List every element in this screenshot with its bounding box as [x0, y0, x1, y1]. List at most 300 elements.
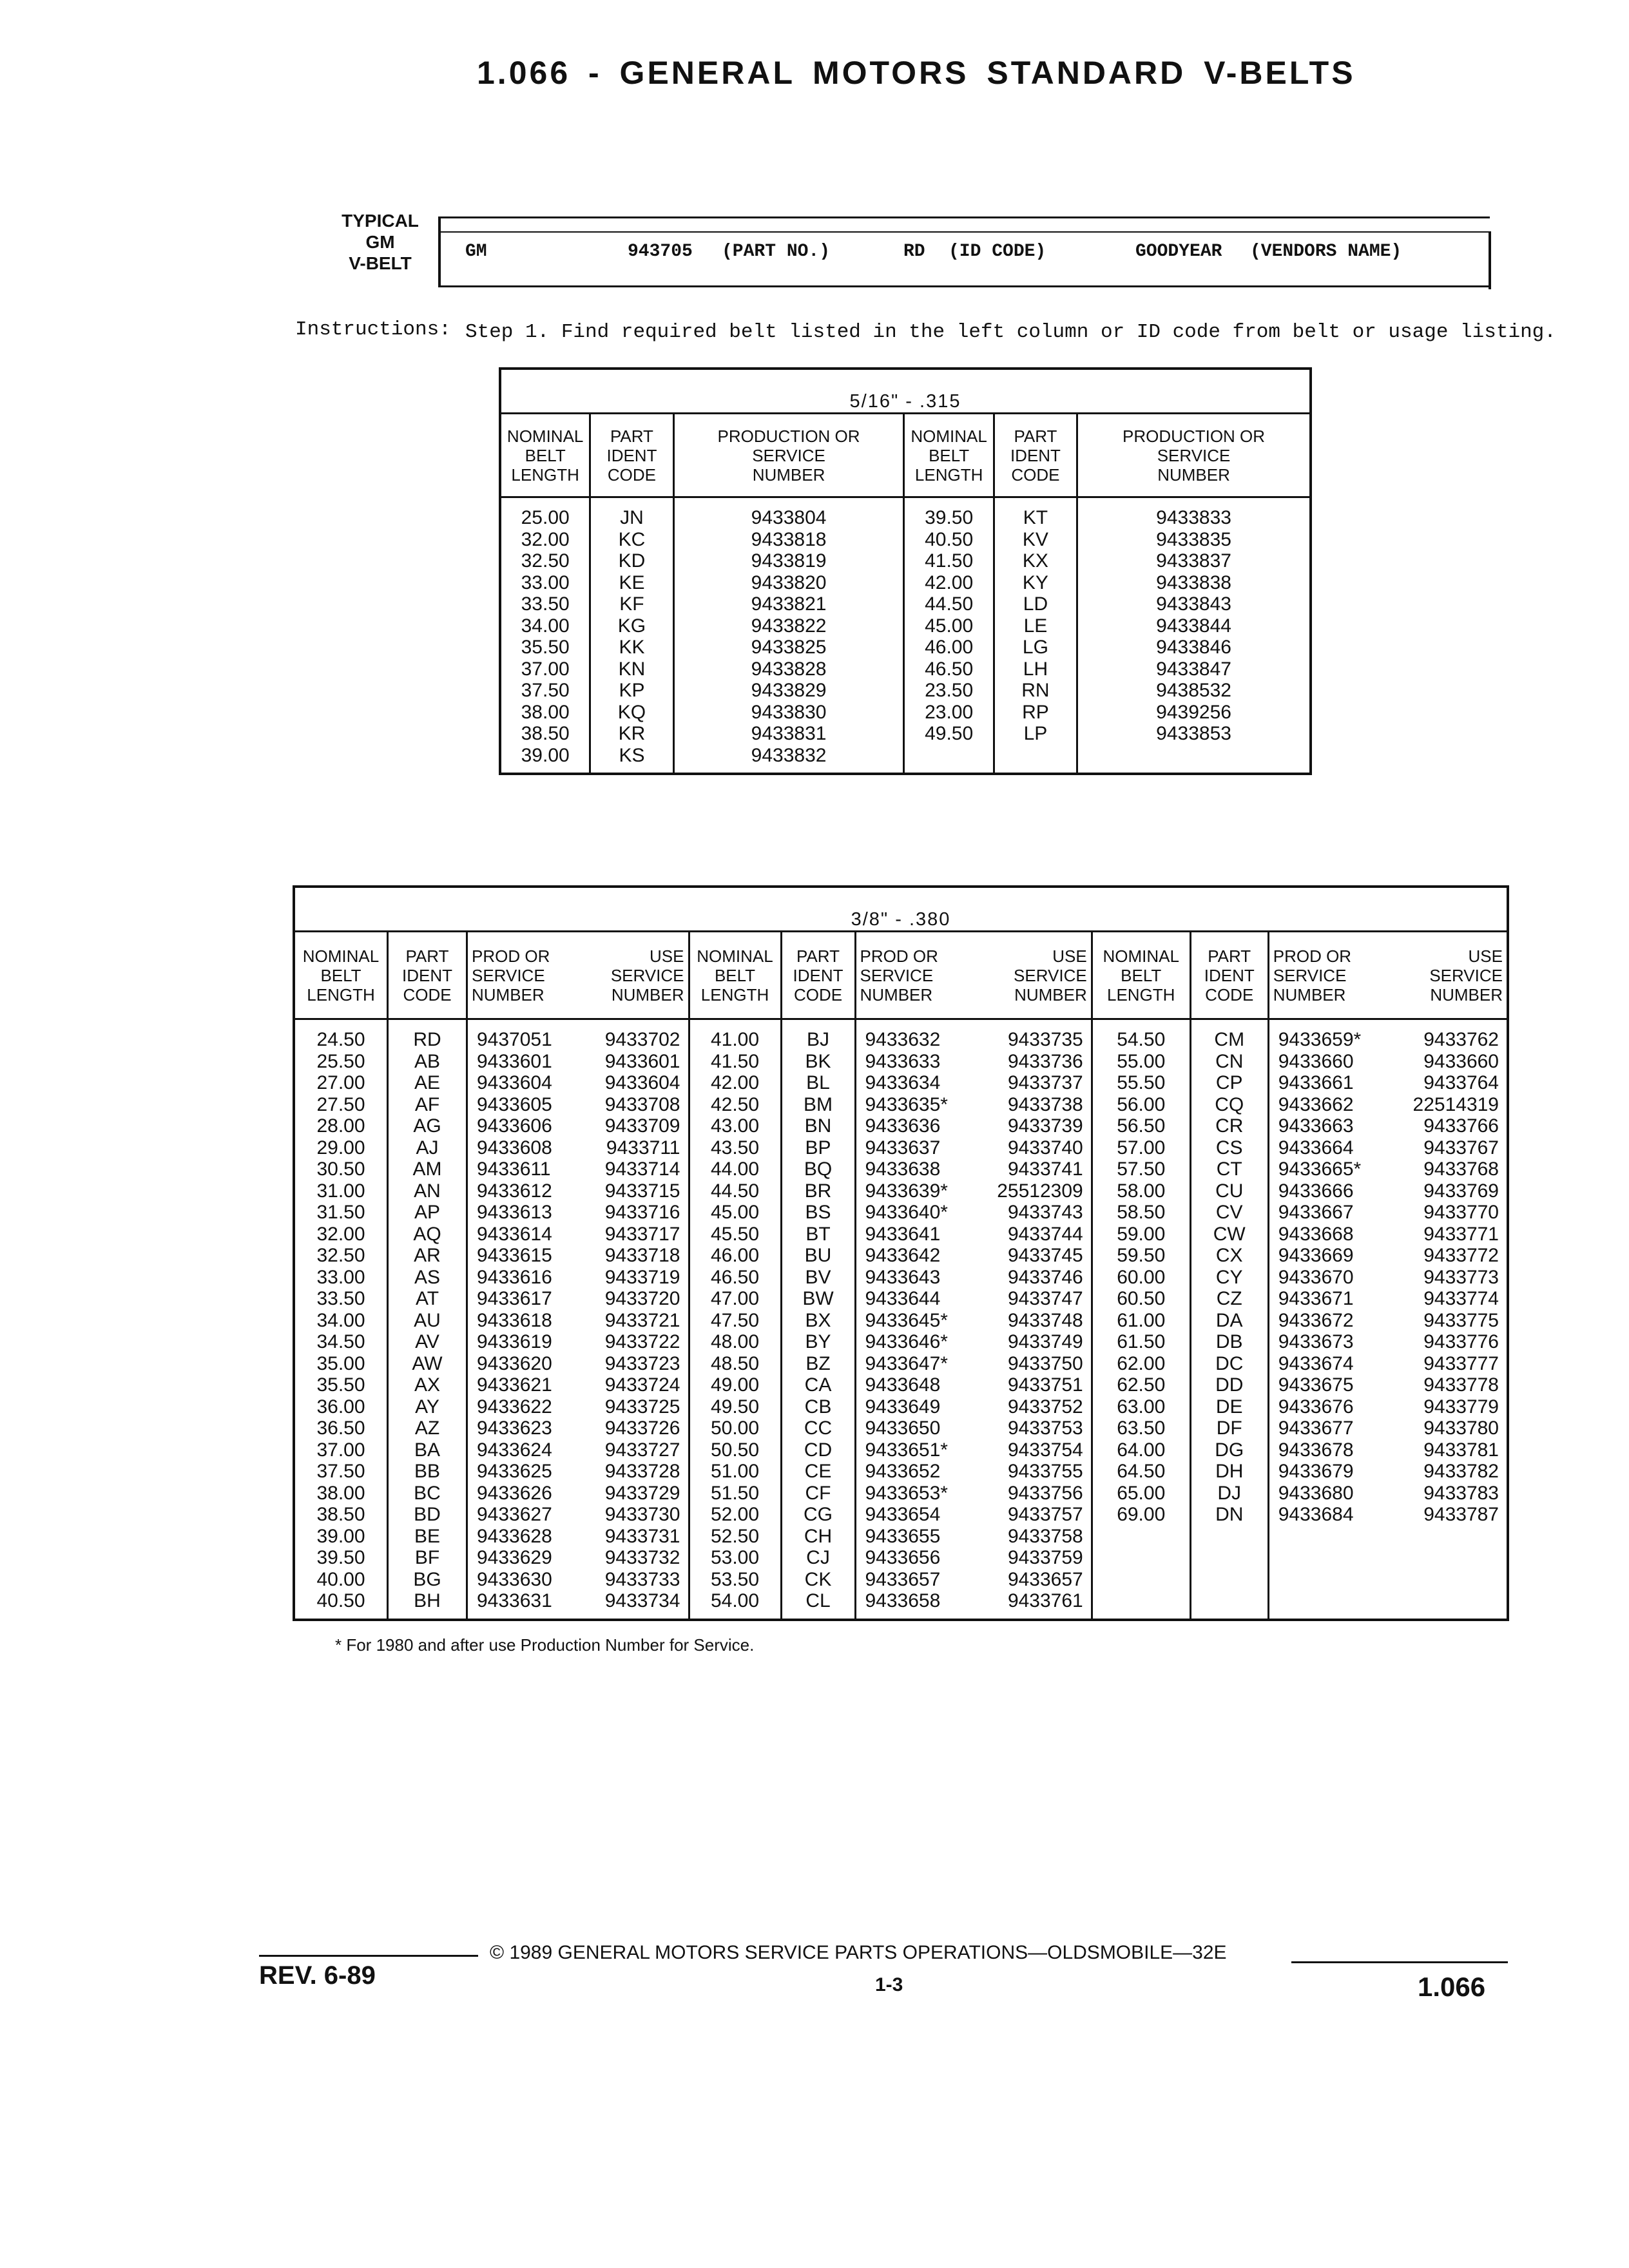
use-service-number: 9433754 — [1007, 1439, 1083, 1461]
prod-number: 9433684 — [1278, 1504, 1354, 1525]
table-row — [856, 1353, 1091, 1375]
prod-number: 9433639* — [865, 1180, 948, 1202]
prod-number: 9433629 — [477, 1547, 552, 1568]
table-cell: CK — [804, 1568, 832, 1590]
table-cell: LE — [1023, 615, 1048, 637]
use-service-number: 9433779 — [1423, 1396, 1499, 1418]
table-cell: 41.50 — [925, 550, 974, 572]
table-cell: AE — [414, 1072, 441, 1093]
use-service-number: 9433660 — [1423, 1050, 1499, 1072]
use-service-number: 9433777 — [1423, 1352, 1499, 1374]
table-cell: 40.00 — [316, 1568, 365, 1590]
use-service-number: 9433731 — [604, 1525, 680, 1547]
table-row — [856, 1137, 1091, 1159]
table-row — [856, 1590, 1091, 1612]
table-row — [468, 1072, 688, 1094]
table-cell: 53.00 — [710, 1547, 760, 1568]
table-cell: KP — [619, 680, 645, 701]
use-service-number: 9433751 — [1007, 1374, 1083, 1396]
table-row — [468, 1115, 688, 1137]
table-cell: AX — [414, 1374, 441, 1396]
prod-number: 9433656 — [865, 1547, 941, 1568]
table-row — [1269, 1094, 1507, 1116]
table-cell: 39.50 — [925, 507, 974, 528]
table-cell: 37.50 — [521, 680, 570, 701]
use-service-number: 9433716 — [604, 1202, 680, 1223]
table-cell: CN — [1215, 1050, 1244, 1072]
prod-number: 9433662 — [1278, 1093, 1354, 1115]
prod-number: 9433636 — [865, 1115, 941, 1137]
table-cell: 62.50 — [1117, 1374, 1166, 1396]
table-cell: 40.50 — [925, 528, 974, 550]
table-row — [468, 1483, 688, 1504]
table-cell: RN — [1021, 680, 1050, 701]
table-cell: 47.50 — [710, 1309, 760, 1331]
table-cell: 9433844 — [1156, 615, 1231, 637]
table-row — [856, 1374, 1091, 1396]
use-service-number: 9433734 — [604, 1590, 680, 1611]
t516-col2-code — [994, 497, 1077, 774]
table-cell: 27.50 — [316, 1093, 365, 1115]
table-cell: CS — [1215, 1137, 1243, 1158]
t38-g3-code — [1190, 1019, 1268, 1620]
table-row — [1269, 1158, 1507, 1180]
use-service-number: 9433721 — [604, 1309, 680, 1331]
use-service-number: 9433727 — [604, 1439, 680, 1461]
table-row — [856, 1029, 1091, 1051]
table-cell: 9433843 — [1156, 593, 1231, 615]
prod-number: 9433642 — [865, 1245, 941, 1266]
use-service-number: 9433714 — [604, 1158, 680, 1180]
t38-g2-code — [781, 1019, 855, 1620]
use-service-number: 9433726 — [604, 1418, 680, 1439]
table-row — [1269, 1439, 1507, 1461]
table-row — [468, 1353, 688, 1375]
table-cell: 39.50 — [316, 1547, 365, 1568]
t516-col1-code — [590, 497, 673, 774]
table-cell: KG — [617, 615, 646, 637]
table-cell: 41.50 — [710, 1050, 760, 1072]
use-service-number: 9433753 — [1007, 1418, 1083, 1439]
prod-number: 9433638 — [865, 1158, 941, 1180]
table-row — [856, 1396, 1091, 1418]
table-row — [468, 1094, 688, 1116]
table-cell: 50.00 — [710, 1418, 760, 1439]
table-cell: AZ — [414, 1418, 440, 1439]
table-5-16 — [499, 367, 1312, 775]
table-cell: 23.00 — [925, 701, 974, 723]
table-cell: CX — [1215, 1245, 1243, 1266]
prod-number: 9433671 — [1278, 1288, 1354, 1309]
prod-number: 9433653* — [865, 1482, 948, 1504]
t516-col1-number — [673, 497, 904, 774]
footer-rule-left — [259, 1955, 478, 1957]
table-cell: DJ — [1217, 1482, 1242, 1504]
use-service-number: 25512309 — [997, 1180, 1083, 1202]
use-service-number: 9433745 — [1007, 1245, 1083, 1266]
t38-header-0-1: PART IDENT CODE — [388, 932, 467, 1019]
table-cell: BW — [802, 1288, 834, 1309]
table-row — [1269, 1072, 1507, 1094]
prod-number: 9433652 — [865, 1461, 941, 1482]
t38-header-0-0: NOMINAL BELT LENGTH — [294, 932, 388, 1019]
table-cell: AP — [414, 1202, 441, 1223]
t516-col1-length — [500, 497, 590, 774]
table-cell: 9433825 — [751, 637, 827, 658]
table-row — [468, 1461, 688, 1483]
typical-part-no: 943705 — [628, 242, 693, 262]
table-cell: KS — [619, 744, 645, 766]
page-number: 1-3 — [875, 1974, 903, 1995]
table-3-8-body — [294, 1019, 1508, 1620]
table-cell: 59.00 — [1117, 1223, 1166, 1245]
table-cell: DD — [1215, 1374, 1244, 1396]
use-service-number: 9433711 — [606, 1137, 680, 1158]
table-cell: 9433835 — [1156, 528, 1231, 550]
table-cell: 40.50 — [316, 1590, 365, 1611]
prod-number: 9433658 — [865, 1590, 941, 1611]
table-cell: 46.00 — [925, 637, 974, 658]
table-row — [856, 1483, 1091, 1504]
table-cell: 9438532 — [1156, 680, 1231, 701]
use-service-number: 9433771 — [1423, 1223, 1499, 1245]
table-cell: 36.00 — [316, 1396, 365, 1418]
table-cell: 63.00 — [1117, 1396, 1166, 1418]
table-cell: 58.00 — [1117, 1180, 1166, 1202]
use-service-number: 9433750 — [1007, 1352, 1083, 1374]
table-cell: 55.00 — [1117, 1050, 1166, 1072]
table-cell: 51.00 — [710, 1461, 760, 1482]
prod-number: 9433676 — [1278, 1396, 1354, 1418]
table-cell: AF — [414, 1093, 440, 1115]
t516-col2-length — [904, 497, 994, 774]
use-service-number: 9433762 — [1423, 1029, 1499, 1050]
prod-number: 9433648 — [865, 1374, 941, 1396]
table-cell: AJ — [416, 1137, 439, 1158]
table-cell: 30.50 — [316, 1158, 365, 1180]
t516-header-0-2: PRODUCTION OR SERVICE NUMBER — [673, 414, 904, 497]
prod-number: 9433674 — [1278, 1352, 1354, 1374]
table-cell: 33.50 — [316, 1288, 365, 1309]
table-cell: 29.00 — [316, 1137, 365, 1158]
prod-number: 9433627 — [477, 1504, 552, 1525]
t38-header-2-0: NOMINAL BELT LENGTH — [1092, 932, 1190, 1019]
use-service-number: 9433749 — [1007, 1331, 1083, 1352]
table-cell: AU — [414, 1309, 441, 1331]
t38-header-1-1: PART IDENT CODE — [781, 932, 855, 1019]
use-service-number: 9433780 — [1423, 1418, 1499, 1439]
table-row — [1269, 1288, 1507, 1310]
prod-number: 9433621 — [477, 1374, 552, 1396]
table-cell: BC — [414, 1482, 441, 1504]
use-service-number: 9433747 — [1007, 1288, 1083, 1309]
table-cell: CM — [1214, 1029, 1245, 1050]
table-cell: CH — [804, 1525, 833, 1547]
table-row — [468, 1288, 688, 1310]
table-cell: AT — [415, 1288, 439, 1309]
use-service-number: 9433729 — [604, 1482, 680, 1504]
table-cell: KE — [619, 572, 645, 593]
table-row — [468, 1029, 688, 1051]
table-cell: BG — [413, 1568, 441, 1590]
table-row — [856, 1072, 1091, 1094]
typical-vbelt-label — [335, 210, 425, 274]
prod-number: 9433679 — [1278, 1461, 1354, 1482]
revision: REV. 6-89 — [259, 1961, 376, 1990]
table-cell: DE — [1215, 1396, 1243, 1418]
table-cell: 49.50 — [925, 723, 974, 744]
table-row — [1269, 1418, 1507, 1439]
table-cell: BN — [804, 1115, 832, 1137]
use-service-number: 9433724 — [604, 1374, 680, 1396]
table-row — [1269, 1267, 1507, 1289]
table-cell: AV — [415, 1331, 439, 1352]
table-cell: AR — [414, 1245, 441, 1266]
table-cell: 42.00 — [710, 1072, 760, 1093]
table-row — [1269, 1245, 1507, 1267]
table-cell: BD — [414, 1504, 441, 1525]
table-row — [468, 1202, 688, 1224]
table-cell: 9433828 — [751, 658, 827, 680]
prod-number: 9433631 — [477, 1590, 552, 1611]
t38-header-0-3: USE SERVICE NUMBER — [581, 932, 689, 1019]
table-row — [856, 1418, 1091, 1439]
use-service-number: 9433773 — [1423, 1266, 1499, 1288]
prod-number: 9433650 — [865, 1418, 941, 1439]
use-service-number: 9433774 — [1423, 1288, 1499, 1309]
use-service-number: 9433778 — [1423, 1374, 1499, 1396]
table-cell: KY — [1022, 572, 1048, 593]
use-service-number: 9433766 — [1423, 1115, 1499, 1137]
table-row — [1269, 1029, 1507, 1051]
table-row — [856, 1526, 1091, 1548]
prod-number: 9433634 — [865, 1072, 941, 1093]
use-service-number: 9433702 — [604, 1029, 680, 1050]
typical-vbelt-box — [439, 216, 1490, 287]
table-row — [856, 1331, 1091, 1353]
table-row — [856, 1051, 1091, 1073]
table-cell: CW — [1213, 1223, 1246, 1245]
use-service-number: 9433743 — [1007, 1202, 1083, 1223]
prod-number: 9433617 — [477, 1288, 552, 1309]
table-row — [856, 1569, 1091, 1591]
table-row — [1269, 1224, 1507, 1245]
table-cell: JN — [620, 507, 644, 528]
table-cell: 9433818 — [751, 528, 827, 550]
table-cell: AB — [414, 1050, 441, 1072]
table-cell: 24.50 — [316, 1029, 365, 1050]
table-row — [1269, 1202, 1507, 1224]
table-cell: 32.00 — [521, 528, 570, 550]
table-row — [1269, 1483, 1507, 1504]
prod-number: 9433635* — [865, 1093, 948, 1115]
prod-number: 9433620 — [477, 1352, 552, 1374]
table-cell: CF — [805, 1482, 831, 1504]
t516-header-0-4: PART IDENT CODE — [994, 414, 1077, 497]
table-cell: KN — [618, 658, 646, 680]
table-cell: 62.00 — [1117, 1352, 1166, 1374]
table-row — [1269, 1180, 1507, 1202]
use-service-number: 9433758 — [1007, 1525, 1083, 1547]
typical-vendor: GOODYEAR — [1135, 242, 1222, 262]
t38-g3-numbers — [1268, 1019, 1508, 1620]
table-cell: CB — [804, 1396, 832, 1418]
table-cell: 32.00 — [316, 1223, 365, 1245]
table-cell: CP — [1215, 1072, 1243, 1093]
table-cell: 43.00 — [710, 1115, 760, 1137]
table-cell: CU — [1215, 1180, 1244, 1202]
table-cell: 46.00 — [710, 1245, 760, 1266]
table-cell: DA — [1215, 1309, 1243, 1331]
table-row — [468, 1439, 688, 1461]
use-service-number: 9433739 — [1007, 1115, 1083, 1137]
table-cell: KD — [618, 550, 646, 572]
use-service-number: 9433770 — [1423, 1202, 1499, 1223]
table-cell: 63.50 — [1117, 1418, 1166, 1439]
table-cell: DG — [1215, 1439, 1244, 1461]
prod-number: 9433637 — [865, 1137, 941, 1158]
table-cell: BY — [805, 1331, 831, 1352]
prod-number: 9433613 — [477, 1202, 552, 1223]
typical-gm: GM — [465, 242, 487, 262]
table-cell: 53.50 — [710, 1568, 760, 1590]
table-row — [1269, 1115, 1507, 1137]
typical-label-line-1: TYPICAL — [342, 211, 419, 231]
table-cell: CQ — [1215, 1093, 1244, 1115]
table-cell: KC — [618, 528, 646, 550]
table-cell: CG — [804, 1504, 833, 1525]
table-5-16-body — [500, 497, 1311, 774]
table-cell: 34.00 — [521, 615, 570, 637]
typical-id-code: RD — [903, 242, 925, 262]
table-cell: KX — [1022, 550, 1048, 572]
typical-id-code-label: (ID CODE) — [949, 242, 1046, 262]
use-service-number: 9433717 — [604, 1223, 680, 1245]
prod-number: 9433601 — [477, 1050, 552, 1072]
table-cell: 37.50 — [316, 1461, 365, 1482]
table-cell: 9433820 — [751, 572, 827, 593]
table-cell: 58.50 — [1117, 1202, 1166, 1223]
table-cell: 9433846 — [1156, 637, 1231, 658]
table-cell: 60.00 — [1117, 1266, 1166, 1288]
typical-vendor-label: (VENDORS NAME) — [1250, 242, 1402, 262]
t38-g1-length — [294, 1019, 388, 1620]
table-cell: CZ — [1216, 1288, 1242, 1309]
footer-rule-right — [1291, 1961, 1508, 1963]
prod-number: 9433664 — [1278, 1137, 1354, 1158]
table-cell: 38.50 — [521, 723, 570, 744]
table-5-16-title: 5/16" - .315 — [500, 369, 1311, 414]
table-row — [468, 1180, 688, 1202]
prod-number: 9433605 — [477, 1093, 552, 1115]
prod-number: 9433666 — [1278, 1180, 1354, 1202]
table-cell: 64.00 — [1117, 1439, 1166, 1461]
table-cell: CV — [1215, 1202, 1243, 1223]
table-row — [856, 1180, 1091, 1202]
table-cell: 44.50 — [710, 1180, 760, 1202]
table-row — [468, 1504, 688, 1526]
table-cell: BR — [804, 1180, 832, 1202]
table-cell: 42.00 — [925, 572, 974, 593]
table-cell: BH — [414, 1590, 441, 1611]
table-cell: BJ — [806, 1029, 829, 1050]
table-cell: 35.50 — [316, 1374, 365, 1396]
prod-number: 9433655 — [865, 1525, 941, 1547]
t38-g3-length — [1092, 1019, 1190, 1620]
table-cell: BV — [805, 1266, 831, 1288]
prod-number: 9433640* — [865, 1202, 948, 1223]
table-row — [468, 1396, 688, 1418]
t38-header-1-0: NOMINAL BELT LENGTH — [689, 932, 781, 1019]
t38-header-2-1: PART IDENT CODE — [1190, 932, 1268, 1019]
table-cell: 9433837 — [1156, 550, 1231, 572]
table-cell: 47.00 — [710, 1288, 760, 1309]
table-cell: LD — [1023, 593, 1048, 615]
prod-number: 9433623 — [477, 1418, 552, 1439]
t516-header-0-0: NOMINAL BELT LENGTH — [500, 414, 590, 497]
use-service-number: 9433748 — [1007, 1309, 1083, 1331]
table-row — [468, 1590, 688, 1612]
table-cell: 64.50 — [1117, 1461, 1166, 1482]
typical-label-line-3: V-BELT — [349, 253, 412, 273]
table-cell: KV — [1022, 528, 1048, 550]
table-cell: 27.00 — [316, 1072, 365, 1093]
table-cell: 33.50 — [521, 593, 570, 615]
use-service-number: 9433764 — [1423, 1072, 1499, 1093]
table-cell: BK — [805, 1050, 831, 1072]
prod-number: 9433672 — [1278, 1309, 1354, 1331]
table-cell: BB — [414, 1461, 441, 1482]
use-service-number: 9433657 — [1007, 1568, 1083, 1590]
table-row — [468, 1526, 688, 1548]
table-cell: BA — [414, 1439, 441, 1461]
table-row — [856, 1461, 1091, 1483]
table-row — [468, 1158, 688, 1180]
table-row — [468, 1245, 688, 1267]
table-cell: 41.00 — [710, 1029, 760, 1050]
table-cell: BM — [804, 1093, 833, 1115]
use-service-number: 9433767 — [1423, 1137, 1499, 1158]
table-cell: 31.00 — [316, 1180, 365, 1202]
prod-number: 9433622 — [477, 1396, 552, 1418]
use-service-number: 9433736 — [1007, 1050, 1083, 1072]
table-cell: AM — [412, 1158, 442, 1180]
t38-header-2-2: PROD OR SERVICE NUMBER — [1268, 932, 1391, 1019]
table-row — [856, 1288, 1091, 1310]
table-cell: CR — [1215, 1115, 1244, 1137]
use-service-number: 9433756 — [1007, 1482, 1083, 1504]
table-cell: 38.50 — [316, 1504, 365, 1525]
table-cell: 69.00 — [1117, 1504, 1166, 1525]
table-cell: 28.00 — [316, 1115, 365, 1137]
table-cell: LH — [1023, 658, 1048, 680]
use-service-number: 9433718 — [604, 1245, 680, 1266]
prod-number: 9433661 — [1278, 1072, 1354, 1093]
table-row — [856, 1439, 1091, 1461]
table-cell: 34.00 — [316, 1309, 365, 1331]
table-row — [468, 1267, 688, 1289]
table-cell: 35.50 — [521, 637, 570, 658]
table-cell: AY — [415, 1396, 439, 1418]
use-service-number: 9433781 — [1423, 1439, 1499, 1461]
prod-number: 9433630 — [477, 1568, 552, 1590]
table-row — [856, 1094, 1091, 1116]
copyright: © 1989 GENERAL MOTORS SERVICE PARTS OPERATIONS—OLDSMOBILE—32E — [490, 1942, 1227, 1963]
prod-number: 9433615 — [477, 1245, 552, 1266]
use-service-number: 9433730 — [604, 1504, 680, 1525]
table-cell: CE — [804, 1461, 832, 1482]
table-cell: KT — [1023, 507, 1048, 528]
